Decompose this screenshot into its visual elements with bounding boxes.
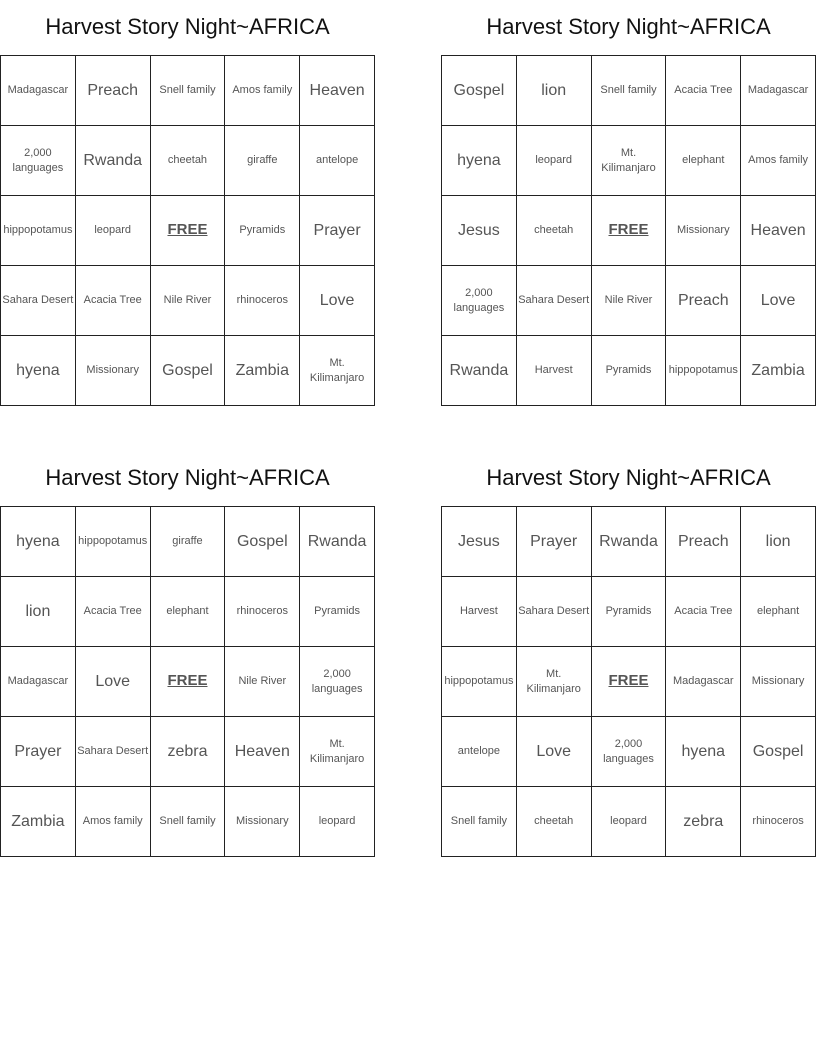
bingo-cell: Snell family	[151, 787, 226, 857]
bingo-cell: Heaven	[225, 717, 300, 787]
bingo-cell: Snell family	[592, 56, 667, 126]
bingo-cell: Harvest	[442, 577, 517, 647]
bingo-cell: Preach	[76, 56, 151, 126]
bingo-cell: Preach	[666, 266, 741, 336]
bingo-card-4	[441, 451, 816, 857]
bingo-cell: Gospel	[225, 507, 300, 577]
bingo-cell: Gospel	[741, 717, 816, 787]
bingo-cell: Pyramids	[225, 196, 300, 266]
bingo-cell: Heaven	[741, 196, 816, 266]
bingo-cell: Preach	[666, 507, 741, 577]
card-title: Harvest Story Night~AFRICA	[45, 14, 330, 39]
bingo-cell: Zambia	[1, 787, 76, 857]
free-space: FREE	[592, 647, 667, 717]
bingo-grid	[441, 506, 816, 857]
bingo-cell: Snell family	[151, 56, 226, 126]
bingo-cell: hippopotamus	[666, 336, 741, 406]
bingo-cell: Acacia Tree	[76, 577, 151, 647]
bingo-cell: Pyramids	[592, 577, 667, 647]
bingo-cell: Sahara Desert	[1, 266, 76, 336]
bingo-cell: Heaven	[300, 56, 375, 126]
bingo-cell: Sahara Desert	[517, 266, 592, 336]
bingo-cell: Love	[517, 717, 592, 787]
bingo-cell: zebra	[151, 717, 226, 787]
bingo-cell: Amos family	[741, 126, 816, 196]
bingo-cell: hippopotamus	[1, 196, 76, 266]
bingo-cell: Snell family	[442, 787, 517, 857]
bingo-cell: rhinoceros	[741, 787, 816, 857]
bingo-cell: 2,000 languages	[300, 647, 375, 717]
bingo-cell: hyena	[666, 717, 741, 787]
bingo-cell: Madagascar	[741, 56, 816, 126]
card-title: Harvest Story Night~AFRICA	[486, 465, 771, 490]
bingo-cell: lion	[517, 56, 592, 126]
bingo-cell: cheetah	[151, 126, 226, 196]
bingo-cell: rhinoceros	[225, 266, 300, 336]
bingo-cell: Amos family	[76, 787, 151, 857]
bingo-cell: Madagascar	[666, 647, 741, 717]
bingo-cell: 2,000 languages	[442, 266, 517, 336]
bingo-cell: Prayer	[1, 717, 76, 787]
bingo-card-2	[441, 0, 816, 406]
bingo-cell: giraffe	[225, 126, 300, 196]
bingo-cell: Amos family	[225, 56, 300, 126]
bingo-cell: Missionary	[225, 787, 300, 857]
bingo-cell: antelope	[442, 717, 517, 787]
bingo-cell: 2,000 languages	[1, 126, 76, 196]
bingo-cell: lion	[741, 507, 816, 577]
card-title: Harvest Story Night~AFRICA	[486, 14, 771, 39]
bingo-cell: leopard	[300, 787, 375, 857]
bingo-cell: lion	[1, 577, 76, 647]
bingo-cell: Gospel	[442, 56, 517, 126]
bingo-cell: Love	[741, 266, 816, 336]
bingo-grid	[0, 55, 375, 406]
bingo-cell: zebra	[666, 787, 741, 857]
bingo-cell: Rwanda	[592, 507, 667, 577]
bingo-cell: Love	[300, 266, 375, 336]
free-space: FREE	[151, 196, 226, 266]
bingo-cell: elephant	[151, 577, 226, 647]
bingo-cell: elephant	[666, 126, 741, 196]
bingo-cell: Acacia Tree	[76, 266, 151, 336]
bingo-cell: Sahara Desert	[517, 577, 592, 647]
bingo-cell: Missionary	[741, 647, 816, 717]
bingo-cell: cheetah	[517, 787, 592, 857]
bingo-cell: giraffe	[151, 507, 226, 577]
bingo-cell: Acacia Tree	[666, 56, 741, 126]
card-title: Harvest Story Night~AFRICA	[45, 465, 330, 490]
bingo-cell: hippopotamus	[442, 647, 517, 717]
bingo-cell: Sahara Desert	[76, 717, 151, 787]
bingo-cell: Mt. Kilimanjaro	[517, 647, 592, 717]
bingo-cell: Love	[76, 647, 151, 717]
bingo-cell: Mt. Kilimanjaro	[592, 126, 667, 196]
bingo-cell: Jesus	[442, 507, 517, 577]
bingo-cell: antelope	[300, 126, 375, 196]
bingo-cell: Gospel	[151, 336, 226, 406]
bingo-cell: Pyramids	[300, 577, 375, 647]
bingo-cell: Nile River	[592, 266, 667, 336]
bingo-cell: leopard	[517, 126, 592, 196]
bingo-card-3	[0, 451, 375, 857]
bingo-cell: Rwanda	[76, 126, 151, 196]
bingo-cell: Mt. Kilimanjaro	[300, 336, 375, 406]
bingo-cell: hippopotamus	[76, 507, 151, 577]
bingo-cell: 2,000 languages	[592, 717, 667, 787]
bingo-cell: Rwanda	[442, 336, 517, 406]
bingo-cell: leopard	[592, 787, 667, 857]
bingo-cell: Missionary	[666, 196, 741, 266]
bingo-cell: rhinoceros	[225, 577, 300, 647]
bingo-cell: Rwanda	[300, 507, 375, 577]
bingo-cell: Madagascar	[1, 647, 76, 717]
bingo-cell: leopard	[76, 196, 151, 266]
bingo-cell: Acacia Tree	[666, 577, 741, 647]
free-space: FREE	[151, 647, 226, 717]
bingo-cell: Prayer	[300, 196, 375, 266]
bingo-cell: Missionary	[76, 336, 151, 406]
bingo-cell: hyena	[442, 126, 517, 196]
bingo-cell: hyena	[1, 336, 76, 406]
bingo-grid	[441, 55, 816, 406]
bingo-cell: Mt. Kilimanjaro	[300, 717, 375, 787]
bingo-cell: Nile River	[151, 266, 226, 336]
bingo-cell: Nile River	[225, 647, 300, 717]
free-space: FREE	[592, 196, 667, 266]
bingo-cell: cheetah	[517, 196, 592, 266]
bingo-cell: Madagascar	[1, 56, 76, 126]
bingo-cell: Zambia	[225, 336, 300, 406]
bingo-cell: Zambia	[741, 336, 816, 406]
bingo-cell: Pyramids	[592, 336, 667, 406]
bingo-cell: Prayer	[517, 507, 592, 577]
bingo-card-1	[0, 0, 375, 406]
bingo-cell: hyena	[1, 507, 76, 577]
bingo-grid	[0, 506, 375, 857]
bingo-cell: Harvest	[517, 336, 592, 406]
bingo-cell: Jesus	[442, 196, 517, 266]
bingo-cell: elephant	[741, 577, 816, 647]
